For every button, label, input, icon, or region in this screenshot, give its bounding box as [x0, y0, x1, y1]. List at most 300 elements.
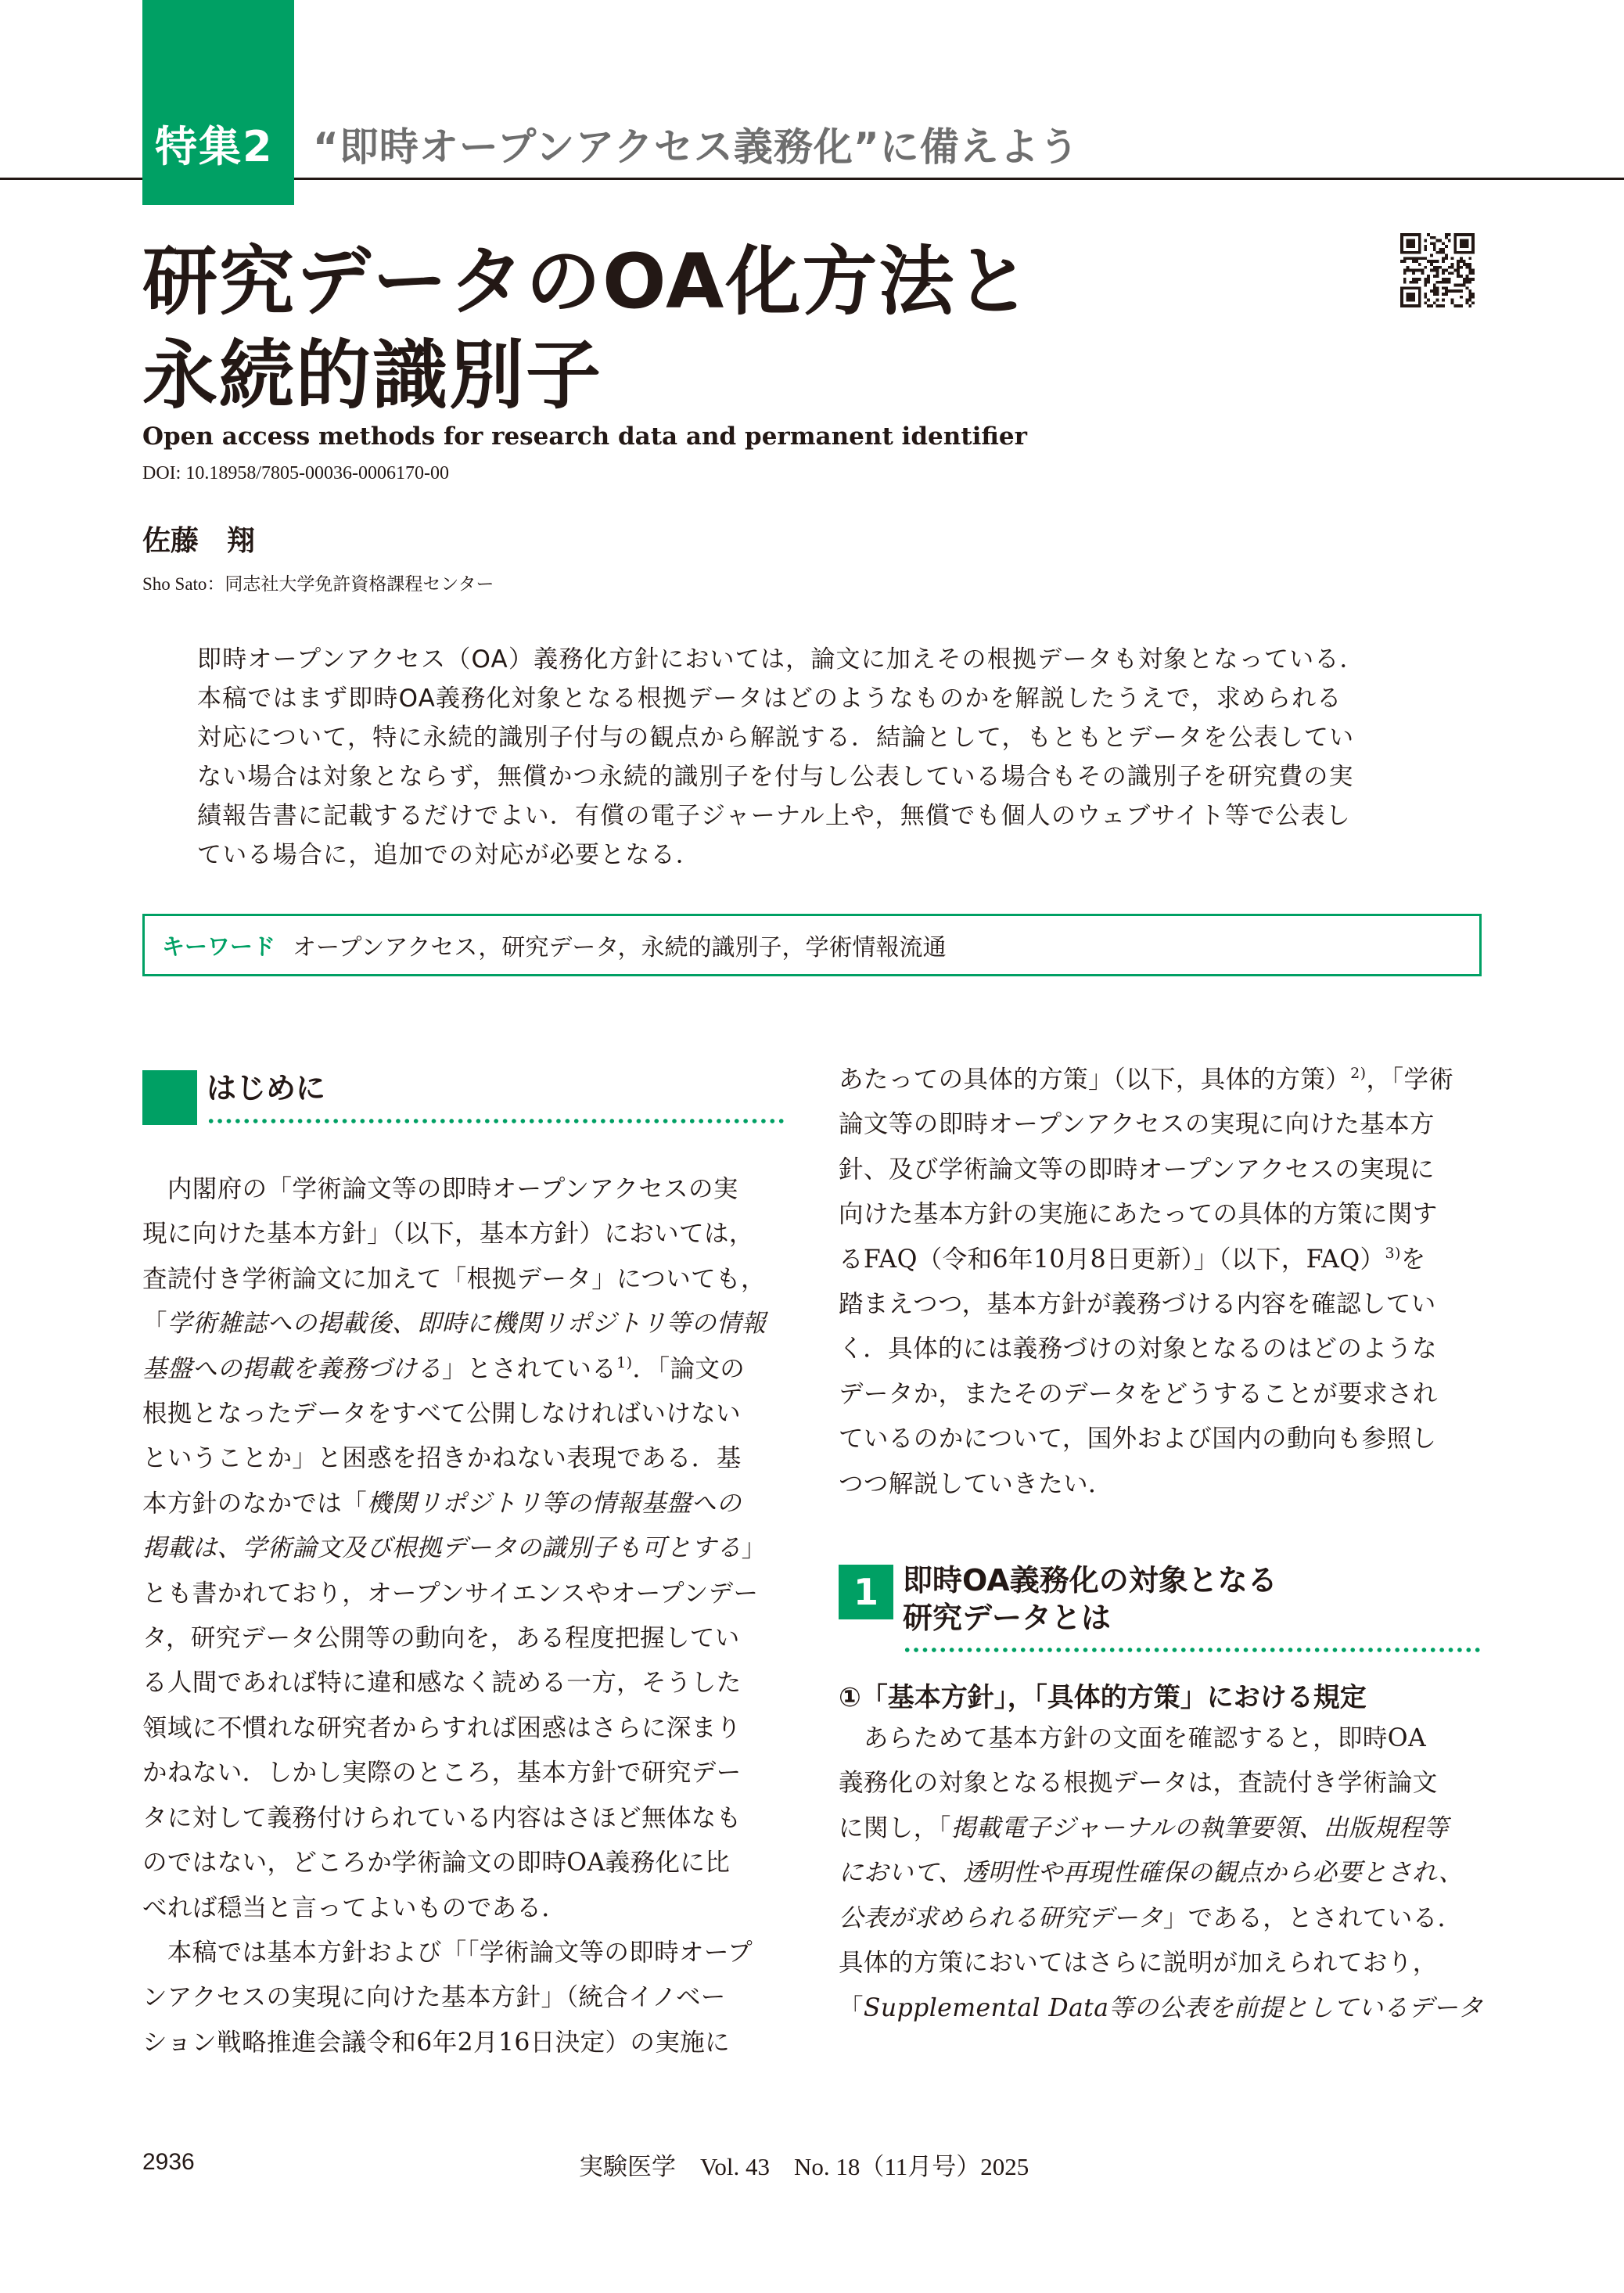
keywords-text: オープンアクセス，研究データ，永続的識別子，学術情報流通: [293, 934, 947, 961]
qr-module: [1433, 269, 1436, 272]
text-line: く．具体的には義務づけの対象となるのはどのような: [839, 1335, 1437, 1364]
text-line: [142, 1257, 784, 1302]
text-run: 本方針のなかでは「: [142, 1489, 368, 1518]
qr-module: [1427, 304, 1430, 307]
text-line: [839, 1806, 1480, 1851]
qr-module: [1468, 293, 1471, 296]
qr-module: [1463, 284, 1466, 287]
qr-module: [1436, 239, 1439, 243]
qr-module: [1403, 257, 1407, 260]
section-marker: [142, 1070, 197, 1125]
qr-module: [1463, 260, 1466, 263]
text-line: [142, 1302, 784, 1346]
qr-module: [1468, 269, 1471, 272]
qr-module: [1451, 263, 1454, 266]
qr-module: [1436, 269, 1439, 272]
qr-module: [1442, 299, 1445, 302]
qr-module: [1430, 254, 1433, 257]
author-name: 佐藤 翔: [142, 525, 256, 557]
qr-module: [1451, 257, 1454, 260]
quoted-italic-text: 機関リポジトリ等の情報基盤への: [367, 1489, 742, 1518]
qr-module: [1433, 260, 1436, 263]
qr-module: [1445, 245, 1448, 248]
qr-module: [1436, 271, 1439, 275]
reference-marker[interactable]: 1): [616, 1353, 633, 1371]
text-line: [142, 1661, 784, 1705]
article-title: [142, 235, 1032, 422]
qr-module: [1457, 263, 1460, 266]
dotted-divider: [207, 1119, 784, 1123]
qr-module: [1460, 266, 1463, 269]
intro-paragraph-continued: [839, 1058, 1480, 1507]
text-line: [839, 1851, 1480, 1896]
text-run: に関し，「: [839, 1813, 951, 1842]
qr-module: [1427, 275, 1430, 278]
qr-module: [1445, 236, 1448, 239]
qr-module: [1471, 293, 1475, 296]
feature-title: “即時オープンアクセス義務化”に備えよう: [313, 124, 1080, 170]
article-title-line: 永続的識別子: [142, 332, 602, 419]
text-line: [839, 1896, 1480, 1941]
qr-module: [1421, 271, 1425, 275]
text-line: [142, 1167, 784, 1212]
qr-module: [1412, 281, 1415, 284]
keywords-label: キーワード: [162, 933, 276, 960]
text-run: 領域に不慣れな研究者からすれば困惑はさらに深まり: [142, 1713, 742, 1742]
qr-module: [1415, 257, 1418, 260]
qr-module: [1421, 257, 1425, 260]
qr-module: [1427, 281, 1430, 284]
qr-module: [1439, 266, 1442, 269]
qr-module: [1453, 269, 1457, 272]
qr-module: [1471, 269, 1475, 272]
text-run: 査読付き学術論文に加えて「根拠データ」についても，: [142, 1264, 766, 1293]
section-heading-1: [839, 1562, 1480, 1655]
qr-module: [1442, 242, 1445, 245]
qr-module: [1453, 304, 1457, 307]
section-title: はじめに: [207, 1071, 326, 1105]
text-line: 針、及び学術論文等の即時オープンアクセスの実現に: [839, 1155, 1435, 1184]
text-run: 」とされている: [441, 1354, 617, 1383]
qr-module: [1468, 257, 1471, 260]
qr-module: [1415, 278, 1418, 281]
qr-module: [1412, 278, 1415, 281]
qr-module: [1460, 239, 1468, 248]
qr-module: [1433, 286, 1436, 289]
qr-module: [1460, 304, 1463, 307]
qr-module: [1433, 236, 1436, 239]
dotted-divider: [903, 1648, 1480, 1652]
text-run: タに対して義務付けられている内容はさほど無体なも: [142, 1803, 742, 1832]
text-run: 根拠となったデータをすべて公開しなければいけない: [142, 1400, 741, 1429]
qr-module: [1457, 266, 1460, 269]
qr-module: [1453, 284, 1457, 287]
qr-module: [1403, 281, 1407, 284]
right-column: [839, 1064, 1483, 2031]
qr-module: [1436, 289, 1439, 293]
qr-module: [1424, 278, 1427, 281]
text-line: [142, 1572, 784, 1616]
qr-module: [1471, 271, 1475, 275]
text-line: [142, 2021, 784, 2065]
text-run: を: [1400, 1245, 1426, 1274]
text-run: 具体的方策においてはさらに説明が加えられており，: [839, 1949, 1438, 1978]
qr-module: [1466, 263, 1469, 266]
qr-module: [1409, 257, 1412, 260]
text-line: [142, 1616, 784, 1661]
text-run: タ，研究データ公開等の動向を，ある程度把握してい: [142, 1624, 740, 1653]
text-line: [839, 1761, 1480, 1806]
qr-module: [1433, 275, 1436, 278]
qr-module: [1424, 296, 1427, 299]
qr-module: [1442, 260, 1445, 263]
quoted-italic-text: 基盤への掲載を義務づける: [142, 1354, 442, 1383]
qr-module: [1451, 289, 1454, 293]
text-line: [142, 1482, 784, 1526]
qr-module: [1448, 239, 1451, 243]
qr-module: [1412, 257, 1415, 260]
qr-module: [1457, 304, 1460, 307]
text-run: 内閣府の「学術論文等の即時オープンアクセスの実: [142, 1175, 738, 1203]
text-run: 現に向けた基本方針」（以下，基本方針）においては，: [142, 1220, 754, 1249]
text-run: るFAQ（令和6年10月8日更新）」（以下，FAQ）: [839, 1245, 1385, 1274]
text-run: あたっての具体的方策」（以下，具体的方策）: [839, 1066, 1351, 1094]
text-line: [839, 1986, 1483, 2031]
text-line: [142, 1975, 784, 2020]
qr-module: [1418, 257, 1421, 260]
qr-module: [1466, 299, 1469, 302]
qr-module: [1460, 275, 1463, 278]
qr-module: [1430, 263, 1433, 266]
qr-module: [1463, 278, 1466, 281]
qr-code-icon[interactable]: [1400, 233, 1475, 307]
qr-module: [1457, 275, 1460, 278]
feature-label: 特集2: [155, 122, 274, 171]
qr-module: [1407, 266, 1410, 269]
qr-module: [1445, 289, 1448, 293]
qr-module: [1451, 299, 1454, 302]
text-run: とも書かれており，オープンサイエンスやオープンデー: [142, 1579, 759, 1608]
qr-module: [1424, 245, 1427, 248]
text-line: ているのかについて，国外および国内の動向も参照し: [839, 1425, 1437, 1454]
qr-module: [1460, 260, 1463, 263]
qr-module: [1445, 293, 1448, 296]
text-line: [839, 1238, 1480, 1282]
text-run: のではない，どころか学術論文の即時OA義務化に比: [142, 1849, 731, 1878]
section-title-line: 即時OA義務化の対象となる: [903, 1563, 1277, 1598]
qr-module: [1466, 286, 1469, 289]
quoted-italic-text: において、透明性や再現性確保の観点から必要とされ、: [839, 1859, 1464, 1888]
text-run: ンアクセスの実現に向けた基本方針」（統合イノベー: [142, 1983, 726, 2012]
quoted-italic-text: 掲載電子ジャーナルの執筆要領、出版規程等: [950, 1813, 1449, 1842]
text-line: [839, 1058, 1480, 1102]
qr-module: [1436, 304, 1439, 307]
qr-module: [1442, 278, 1445, 281]
qr-module: [1403, 278, 1407, 281]
qr-module: [1412, 260, 1415, 263]
qr-module: [1400, 260, 1403, 263]
qr-module: [1460, 257, 1463, 260]
qr-module: [1457, 289, 1460, 293]
qr-module: [1460, 296, 1463, 299]
section-title-line: 研究データとは: [903, 1601, 1112, 1636]
text-line: [142, 1796, 784, 1841]
qr-module: [1407, 239, 1415, 248]
abstract: [197, 640, 1433, 875]
qr-module: [1421, 269, 1425, 272]
qr-module: [1463, 281, 1466, 284]
qr-module: [1407, 293, 1415, 301]
qr-module: [1436, 293, 1439, 296]
qr-module: [1433, 245, 1436, 248]
qr-module: [1424, 293, 1427, 296]
keywords-box: [142, 914, 1482, 976]
qr-module: [1430, 260, 1433, 263]
qr-module: [1448, 278, 1451, 281]
qr-module: [1466, 278, 1469, 281]
text-line: [142, 1436, 784, 1481]
qr-module: [1418, 269, 1421, 272]
qr-module: [1439, 239, 1442, 243]
qr-module: [1436, 299, 1439, 302]
qr-module: [1445, 254, 1448, 257]
section-title: [903, 1562, 1277, 1637]
qr-module: [1442, 269, 1445, 272]
qr-module: [1424, 248, 1427, 251]
section-heading-introduction: [142, 1064, 784, 1125]
qr-module: [1445, 281, 1448, 284]
qr-module: [1424, 239, 1427, 243]
qr-module: [1407, 257, 1410, 260]
abstract-line: 対応について，特に永続的識別子付与の観点から解説する．結論として，もともとデータを公表してい: [197, 724, 1355, 752]
text-line: 向けた基本方針の実施にあたっての具体的方策に関す: [839, 1200, 1438, 1229]
qr-module: [1403, 271, 1407, 275]
text-run: 義務化の対象となる根拠データは，査読付き学術論文: [839, 1769, 1438, 1798]
qr-module: [1412, 271, 1415, 275]
quoted-italic-text: 公表が求められる研究データ: [839, 1903, 1163, 1932]
qr-module: [1442, 286, 1445, 289]
qr-module: [1471, 301, 1475, 304]
qr-module: [1424, 284, 1427, 287]
qr-module: [1418, 278, 1421, 281]
abstract-line: 績報告書に記載するだけでよい．有償の電子ジャーナル上や，無償でも個人のウェブサイト等で公表し: [197, 802, 1351, 830]
qr-module: [1468, 289, 1471, 293]
qr-module: [1403, 260, 1407, 263]
qr-module: [1457, 271, 1460, 275]
qr-module: [1433, 266, 1436, 269]
qr-module: [1436, 281, 1439, 284]
qr-module: [1436, 251, 1439, 254]
section-number-badge: 1: [839, 1565, 893, 1619]
qr-module: [1430, 236, 1433, 239]
qr-module: [1403, 269, 1407, 272]
reference-3[interactable]: 3): [1385, 1244, 1401, 1262]
abstract-line: ている場合に，追加での対応が必要となる．: [197, 841, 701, 869]
text-run: かねない．しかし実際のところ，基本方針で研究デー: [142, 1759, 742, 1788]
qr-module: [1468, 278, 1471, 281]
qr-module: [1433, 289, 1436, 293]
subsection-title: ①「基本方針」，「具体的方策」における規定: [839, 1682, 1367, 1714]
text-line: つつ解説していきたい．: [839, 1469, 1113, 1498]
text-run: ということか」と困惑を招きかねない表現である．基: [142, 1444, 742, 1473]
text-line: [142, 1931, 784, 1975]
qr-module: [1466, 281, 1469, 284]
qr-module: [1430, 269, 1433, 272]
qr-module: [1460, 289, 1463, 293]
text-run: 「: [142, 1310, 167, 1339]
quoted-italic-text: 掲載は、学術論文及び根拠データの識別子も可とする: [142, 1534, 742, 1563]
text-line: [142, 1347, 784, 1392]
qr-module: [1445, 286, 1448, 289]
left-column: [142, 1064, 784, 2065]
journal-info: 実験医学 Vol. 43 No. 18（11月号）2025: [579, 2153, 1029, 2180]
qr-module: [1433, 248, 1436, 251]
qr-module: [1448, 281, 1451, 284]
qr-module: [1442, 304, 1445, 307]
text-line: [142, 1212, 784, 1256]
qr-module: [1466, 275, 1469, 278]
qr-module: [1448, 289, 1451, 293]
qr-module: [1436, 275, 1439, 278]
qr-module: [1439, 248, 1442, 251]
qr-module: [1424, 301, 1427, 304]
qr-module: [1407, 269, 1410, 272]
qr-module: [1436, 266, 1439, 269]
qr-module: [1427, 260, 1430, 263]
qr-module: [1424, 257, 1427, 260]
text-line: [839, 1941, 1480, 1986]
text-line: データか，またそのデータをどうすることが要求され: [839, 1379, 1438, 1408]
qr-module: [1463, 263, 1466, 266]
qr-module: [1427, 278, 1430, 281]
qr-module: [1433, 301, 1436, 304]
feature-tab-overlay: [142, 172, 294, 188]
text-run: 」: [741, 1534, 767, 1563]
abstract-line: ない場合は対象とならず，無償かつ永続的識別子を付与し公表している場合もその識別子を研究費の実: [197, 763, 1354, 791]
qr-module: [1471, 296, 1475, 299]
qr-module: [1468, 263, 1471, 266]
qr-module: [1436, 286, 1439, 289]
qr-module: [1468, 281, 1471, 284]
quoted-italic-text: 学術雑誌への掲載後、即時に機関リポジトリ等の情報: [167, 1310, 767, 1339]
text-line: [142, 1526, 784, 1571]
qr-module: [1468, 299, 1471, 302]
text-run: 」である，とされている．: [1162, 1903, 1463, 1932]
qr-module: [1448, 266, 1451, 269]
abstract-line: 本稿ではまず即時OA義務化対象となる根拠データはどのようなものかを解説したうえで，求められる: [197, 685, 1342, 713]
qr-module: [1409, 281, 1412, 284]
text-line: [142, 1706, 784, 1751]
qr-module: [1433, 293, 1436, 296]
qr-module: [1453, 289, 1457, 293]
text-line: 論文等の即時オープンアクセスの実現に向けた基本方: [839, 1110, 1435, 1139]
qr-module: [1468, 266, 1471, 269]
qr-module: [1415, 269, 1418, 272]
qr-module: [1430, 304, 1433, 307]
doi-link[interactable]: DOI: 10.18958/7805-00036-0006170-00: [142, 463, 449, 483]
qr-module: [1451, 301, 1454, 304]
qr-module: [1415, 260, 1418, 263]
qr-module: [1445, 233, 1448, 236]
article-subtitle-en: Open access methods for research data and permanent identifier: [142, 422, 1027, 451]
qr-module: [1442, 257, 1445, 260]
qr-module: [1427, 233, 1430, 236]
qr-module: [1460, 284, 1463, 287]
qr-module: [1439, 251, 1442, 254]
page-number: 2936: [142, 2149, 195, 2175]
qr-module: [1442, 293, 1445, 296]
qr-module: [1433, 242, 1436, 245]
intro-paragraph: [142, 1167, 784, 2065]
qr-module: [1418, 263, 1421, 266]
text-line: [142, 1392, 784, 1436]
text-run: ．「論文の: [632, 1354, 746, 1383]
text-line: 踏まえつつ，基本方針が義務づける内容を確認してい: [839, 1290, 1436, 1319]
abstract-line: 即時オープンアクセス（OA）義務化方針においては，論文に加えその根拠データも対象となっている．: [197, 645, 1365, 674]
qr-module: [1439, 304, 1442, 307]
qr-module: [1430, 289, 1433, 293]
qr-module: [1471, 278, 1475, 281]
qr-module: [1409, 269, 1412, 272]
text-run: ション戦略推進会議令和6年2月16日決定）の実施に: [142, 2028, 731, 2057]
text-run: 本稿では基本方針および「「学術論文等の即時オープ: [142, 1938, 753, 1967]
qr-module: [1442, 271, 1445, 275]
text-run: 「: [839, 1993, 864, 2022]
text-run: る人間であれば特に違和感なく読める一方，そうした: [142, 1669, 742, 1698]
section-1-paragraph: [839, 1716, 1483, 2031]
qr-module: [1445, 269, 1448, 272]
qr-module: [1445, 278, 1448, 281]
author-affiliation: Sho Sato：同志社大学免許資格課程センター: [142, 574, 494, 594]
qr-module: [1451, 266, 1454, 269]
qr-module: [1442, 281, 1445, 284]
text-run: ，「学術: [1366, 1066, 1454, 1094]
qr-module: [1424, 266, 1427, 269]
qr-module: [1424, 281, 1427, 284]
qr-module: [1448, 233, 1451, 236]
qr-module: [1439, 281, 1442, 284]
qr-module: [1466, 266, 1469, 269]
text-line: [142, 1841, 784, 1885]
text-run: あらためて基本方針の文面を確認すると，即時OA: [839, 1724, 1427, 1753]
qr-module: [1451, 271, 1454, 275]
text-run: べれば穏当と言ってよいものである．: [142, 1893, 567, 1922]
qr-module: [1468, 304, 1471, 307]
qr-module: [1445, 257, 1448, 260]
qr-module: [1442, 248, 1445, 251]
qr-module: [1427, 299, 1430, 302]
qr-module: [1457, 269, 1460, 272]
text-line: [839, 1716, 1480, 1761]
qr-module: [1412, 269, 1415, 272]
qr-module: [1430, 242, 1433, 245]
text-line: [142, 1886, 784, 1931]
reference-2[interactable]: 2): [1350, 1065, 1367, 1082]
qr-module: [1433, 284, 1436, 287]
qr-module: [1448, 271, 1451, 275]
quoted-italic-text: Supplemental Data等の公表を前提としているデータ: [863, 1993, 1483, 2022]
text-line: [142, 1751, 784, 1795]
qr-module: [1457, 284, 1460, 287]
qr-module: [1436, 260, 1439, 263]
qr-module: [1468, 296, 1471, 299]
qr-module: [1466, 301, 1469, 304]
qr-module: [1442, 251, 1445, 254]
qr-module: [1468, 271, 1471, 275]
qr-module: [1457, 260, 1460, 263]
qr-module: [1415, 281, 1418, 284]
article-title-line: 研究データのOA化方法と: [142, 238, 1033, 325]
